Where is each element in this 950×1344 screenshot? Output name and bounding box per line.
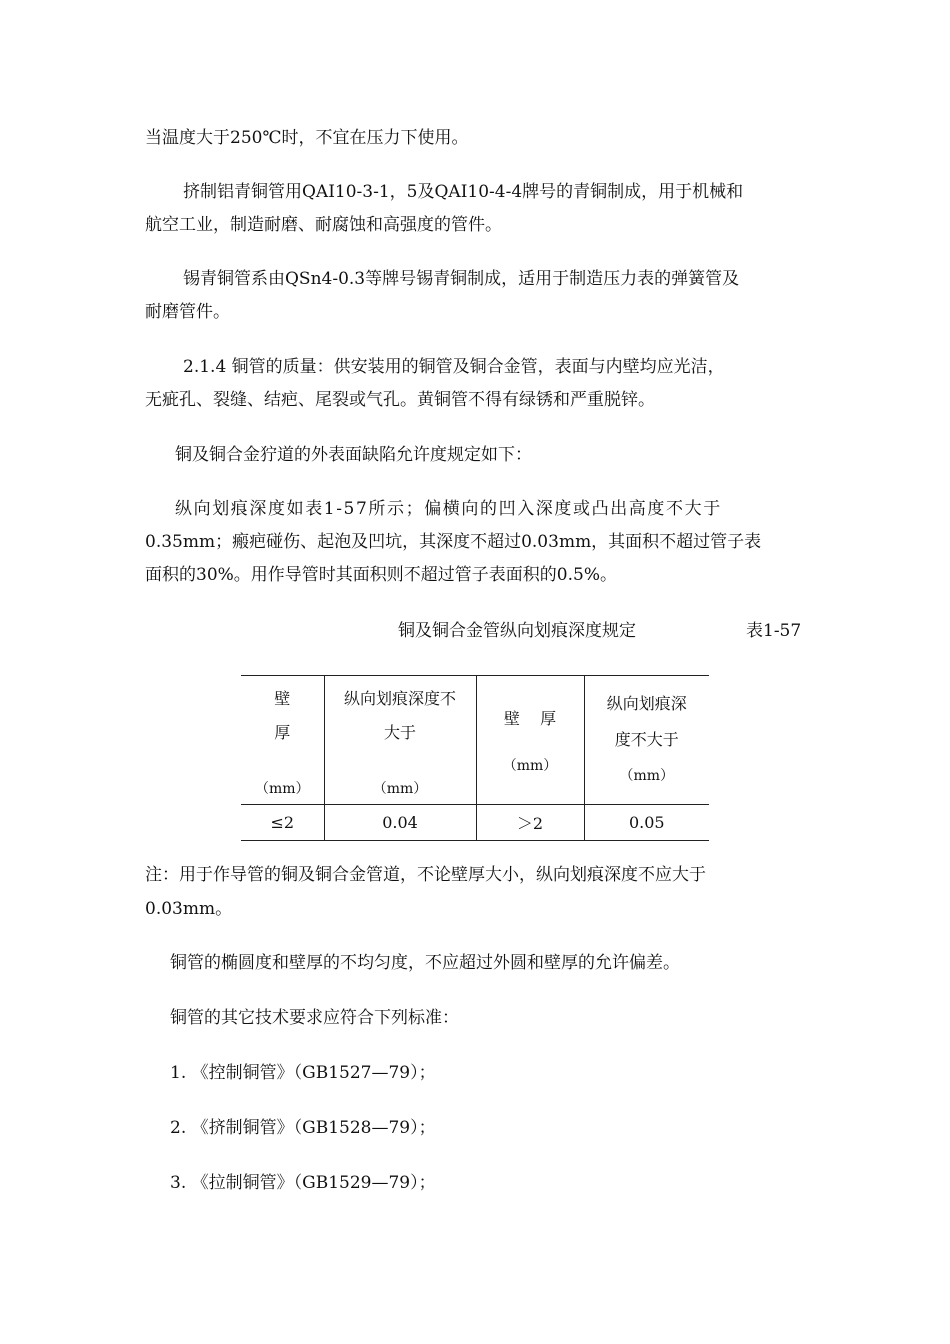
header-scratch2-text-2: 度不大于 [614,730,679,749]
header-scratch-depth [324,676,476,805]
header-scratch-depth-2 [584,676,709,805]
header-wall-text: 壁 厚 [503,708,557,728]
header-scratch2-unit: （mm） [619,768,675,784]
standard-item-3: 3. 《拉制铜管》（GB1529—79）； [170,1173,436,1193]
header-wall-unit: （mm） [254,781,310,797]
cell-depth-005: 0.05 [584,805,709,841]
paragraph-6-line-3: 面积的30%。用作导管时其面积则不超过管子表面积的0.5%。 [145,565,617,585]
paragraph-3-line-2: 耐磨管件。 [145,302,230,322]
paragraph-2-line-2: 航空工业，制造耐磨、耐腐蚀和高强度的管件。 [145,215,502,235]
note-line-2: 0.03mm。 [145,899,233,919]
note-line-1: 注：用于作导管的铜及铜合金管道，不论壁厚大小，纵向划痕深度不应大于 [145,865,706,885]
header-scratch-text-1: 纵向划痕深度不 [343,689,456,708]
paragraph-6-line-2: 0.35mm；瘢疤碰伤、起泡及凹坑，其深度不超过0.03mm，其面积不超过管子表 [145,532,762,552]
paragraph-4-line-2: 无疵孔、裂缝、结疤、尾裂或气孔。黄铜管不得有绿锈和严重脱锌。 [145,390,655,410]
paragraph-5-line-1: 铜及铜合金狞道的外表面缺陷允许度规定如下： [175,445,532,465]
header-wall-unit-2: （mm） [502,757,558,774]
header-wall-thickness [241,676,324,805]
paragraph-2-line-1: 挤制铝青铜管用QAI10-3-1，5及QAI10-4-4牌号的青铜制成，用于机械和 [183,182,744,202]
scratch-depth-table [241,675,709,841]
table-number: 表1-57 [746,621,802,641]
header-wall-thickness-2 [476,676,584,805]
header-scratch-text-2: 大于 [383,723,416,742]
paragraph-4-line-1: 2.1.4 铜管的质量：供安装用的铜管及铜合金管，表面与内壁均应光洁， [183,357,725,377]
cell-wall-le2: ≤2 [241,805,324,841]
table-caption: 铜及铜合金管纵向划痕深度规定 [398,621,636,641]
standard-item-1: 1. 《控制铜管》（GB1527—79）； [170,1063,436,1083]
paragraph-6-line-1: 纵向划痕深度如表1-57所示；偏横向的凹入深度或凸出高度不大于 [175,499,722,519]
header-scratch-unit: （mm） [372,781,428,797]
cell-depth-004: 0.04 [324,805,476,841]
header-thick-char: 厚 [274,723,291,742]
table-row [241,805,709,841]
standards-intro: 铜管的其它技术要求应符合下列标准： [170,1008,459,1028]
header-wall-char: 壁 [274,689,291,708]
cell-wall-gt2: ＞2 [476,805,584,841]
ovality-paragraph: 铜管的椭圆度和壁厚的不均匀度，不应超过外圆和壁厚的允许偏差。 [170,953,680,973]
paragraph-3-line-1: 锡青铜管系由QSn4-0.3等牌号锡青铜制成，适用于制造压力表的弹簧管及 [183,269,740,289]
header-scratch2-text-1: 纵向划痕深 [606,694,687,713]
standard-item-2: 2. 《挤制铜管》（GB1528—79）； [170,1118,436,1138]
paragraph-1-line-1: 当温度大于250℃时，不宜在压力下使用。 [145,128,469,148]
table-header-row [241,676,709,805]
